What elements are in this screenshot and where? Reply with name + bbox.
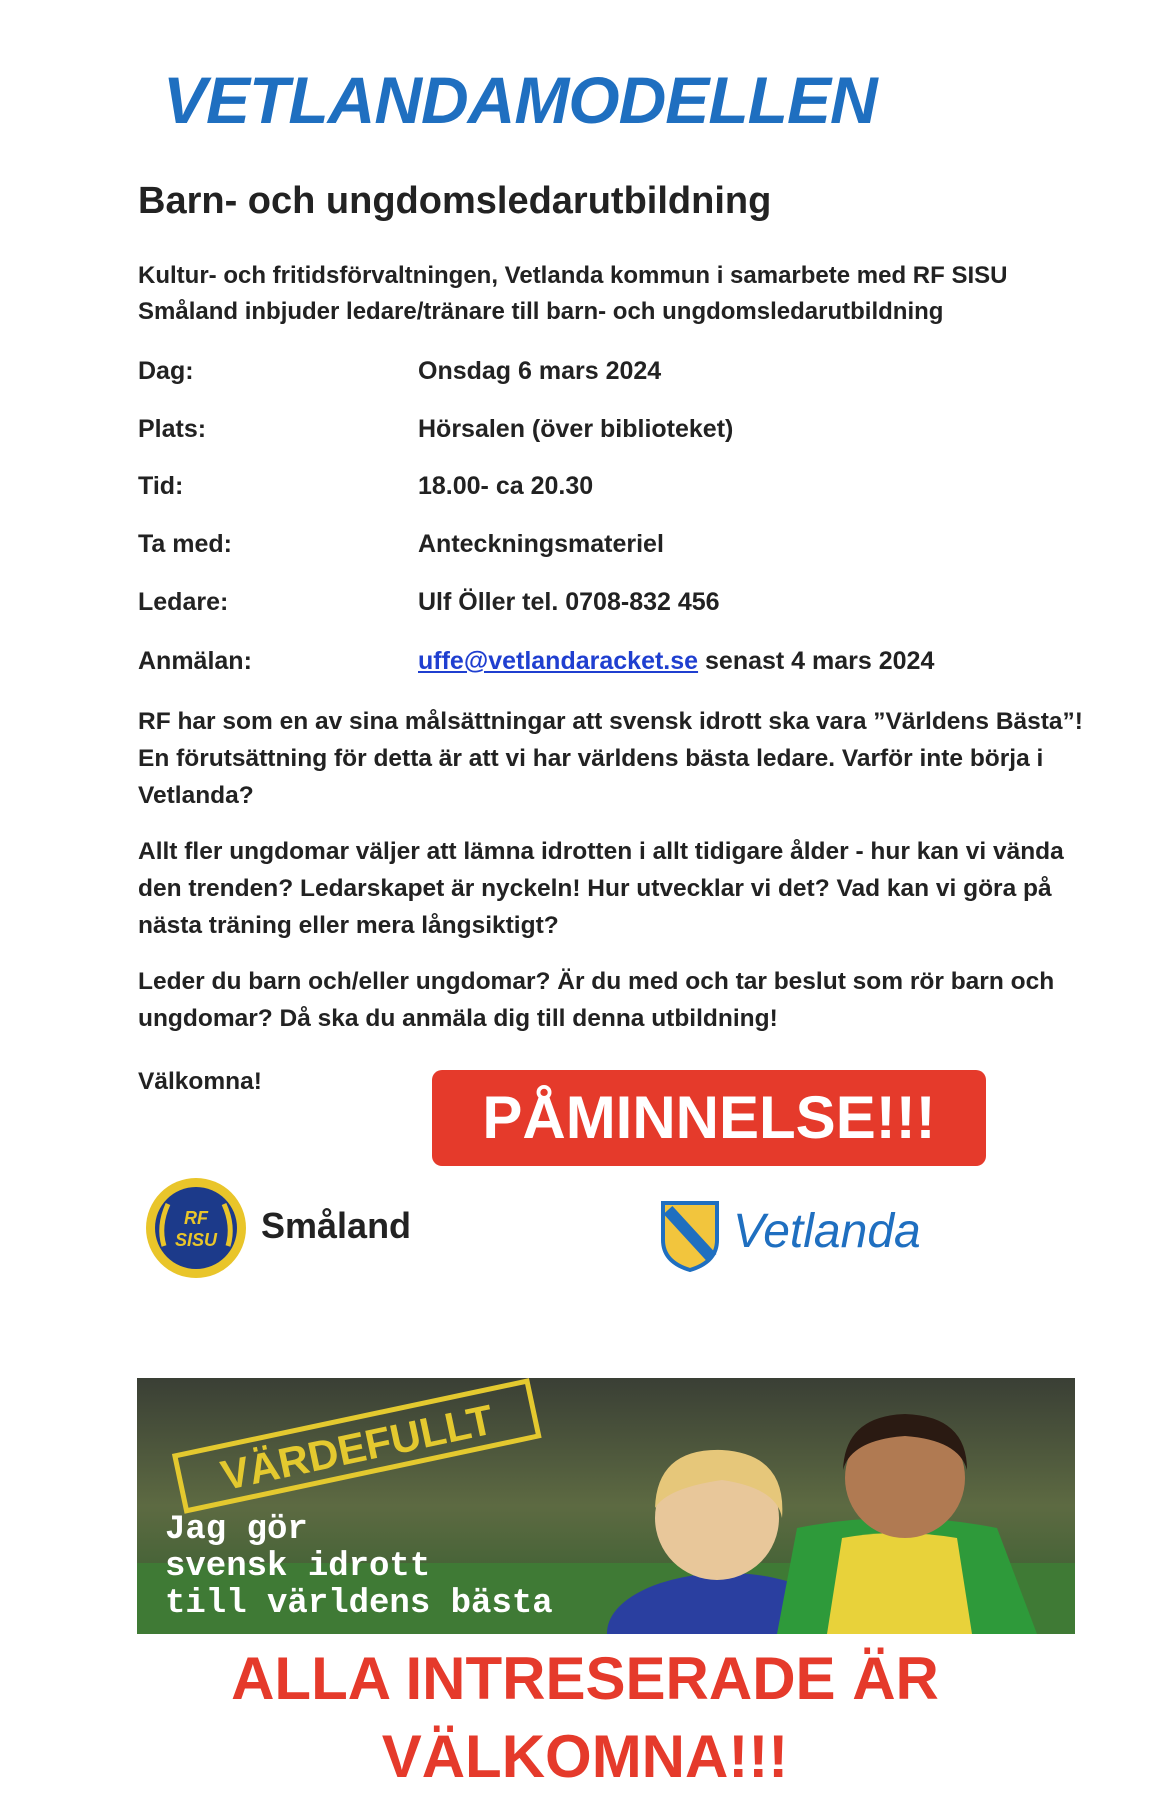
vetlanda-label: Vetlanda — [733, 1205, 921, 1258]
tamed-value: Anteckningsmateriel — [418, 530, 664, 558]
page-title: VETLANDAMODELLEN — [163, 63, 877, 137]
paragraph-3 — [138, 963, 1054, 1037]
welcome-text: Välkomna! — [138, 1068, 262, 1095]
sisu-text: SISU — [174, 1230, 218, 1250]
rf-text: RF — [184, 1208, 208, 1228]
paragraph-line: En förutsättning för detta är att vi har världens bästa ledare. Varför inte börja i — [138, 745, 1044, 772]
anmalan-label: Anmälan: — [138, 647, 252, 675]
paragraph-line: ungdomar? Då ska du anmäla dig till denna utbildning! — [138, 1005, 778, 1032]
paragraph-line: Allt fler ungdomar väljer att lämna idrotten i allt tidigare ålder - hur kan vi vända — [138, 838, 1064, 865]
plats-label: Plats: — [138, 415, 207, 443]
dag-value: Onsdag 6 mars 2024 — [418, 357, 662, 385]
rf-sisu-logo — [144, 1176, 248, 1285]
subtitle: Barn- och ungdomsledarutbildning — [138, 180, 772, 222]
paragraph-2 — [138, 833, 1064, 944]
vetlanda-shield-logo — [660, 1200, 720, 1277]
paragraph-1 — [138, 703, 1083, 814]
banner-line-1: Jag gör — [165, 1511, 308, 1549]
paragraph-line: Vetlanda? — [138, 782, 254, 809]
sports-banner-image — [137, 1378, 1075, 1634]
anmalan-deadline: senast 4 mars 2024 — [698, 647, 935, 675]
banner-line-3: till världens bästa — [165, 1585, 553, 1623]
stamp-text: VÄRDEFULLT — [216, 1395, 498, 1500]
banner-line-2: svensk idrott — [165, 1548, 431, 1586]
smaland-label: Småland — [261, 1205, 412, 1246]
paragraph-line: Leder du barn och/eller ungdomar? Är du med och tar beslut som rör barn och — [138, 968, 1055, 995]
anmalan-value — [418, 647, 934, 676]
ledare-value: Ulf Öller tel. 0708-832 456 — [418, 588, 720, 616]
tid-label: Tid: — [138, 472, 184, 500]
ledare-label: Ledare: — [138, 588, 229, 616]
email-link[interactable]: uffe@vetlandaracket.se — [418, 647, 699, 675]
paragraph-line: den trenden? Ledarskapet är nyckeln! Hur utvecklar vi det? Vad kan vi göra på — [138, 875, 1052, 902]
dag-label: Dag: — [138, 357, 194, 385]
intro-line-2: Småland inbjuder ledare/tränare till barn- och ungdomsledarutbildning — [138, 298, 944, 325]
tid-value: 18.00- ca 20.30 — [418, 472, 594, 500]
intro-line-1: Kultur- och fritidsförvaltningen, Vetlanda kommun i samarbete med RF SISU — [138, 262, 1008, 289]
paragraph-line: nästa träning eller mera långsiktigt? — [138, 912, 559, 939]
tamed-label: Ta med: — [138, 530, 232, 558]
bottom-message — [0, 1640, 1170, 1796]
bottom-line-1: ALLA INTRESERADE ÄR — [231, 1645, 939, 1712]
bottom-line-2: VÄLKOMNA!!! — [381, 1723, 789, 1790]
paragraph-line: RF har som en av sina målsättningar att svensk idrott ska vara ”Världens Bästa”! — [138, 708, 1083, 735]
plats-value: Hörsalen (över biblioteket) — [418, 415, 734, 443]
reminder-banner: PÅMINNELSE!!! — [432, 1070, 986, 1166]
